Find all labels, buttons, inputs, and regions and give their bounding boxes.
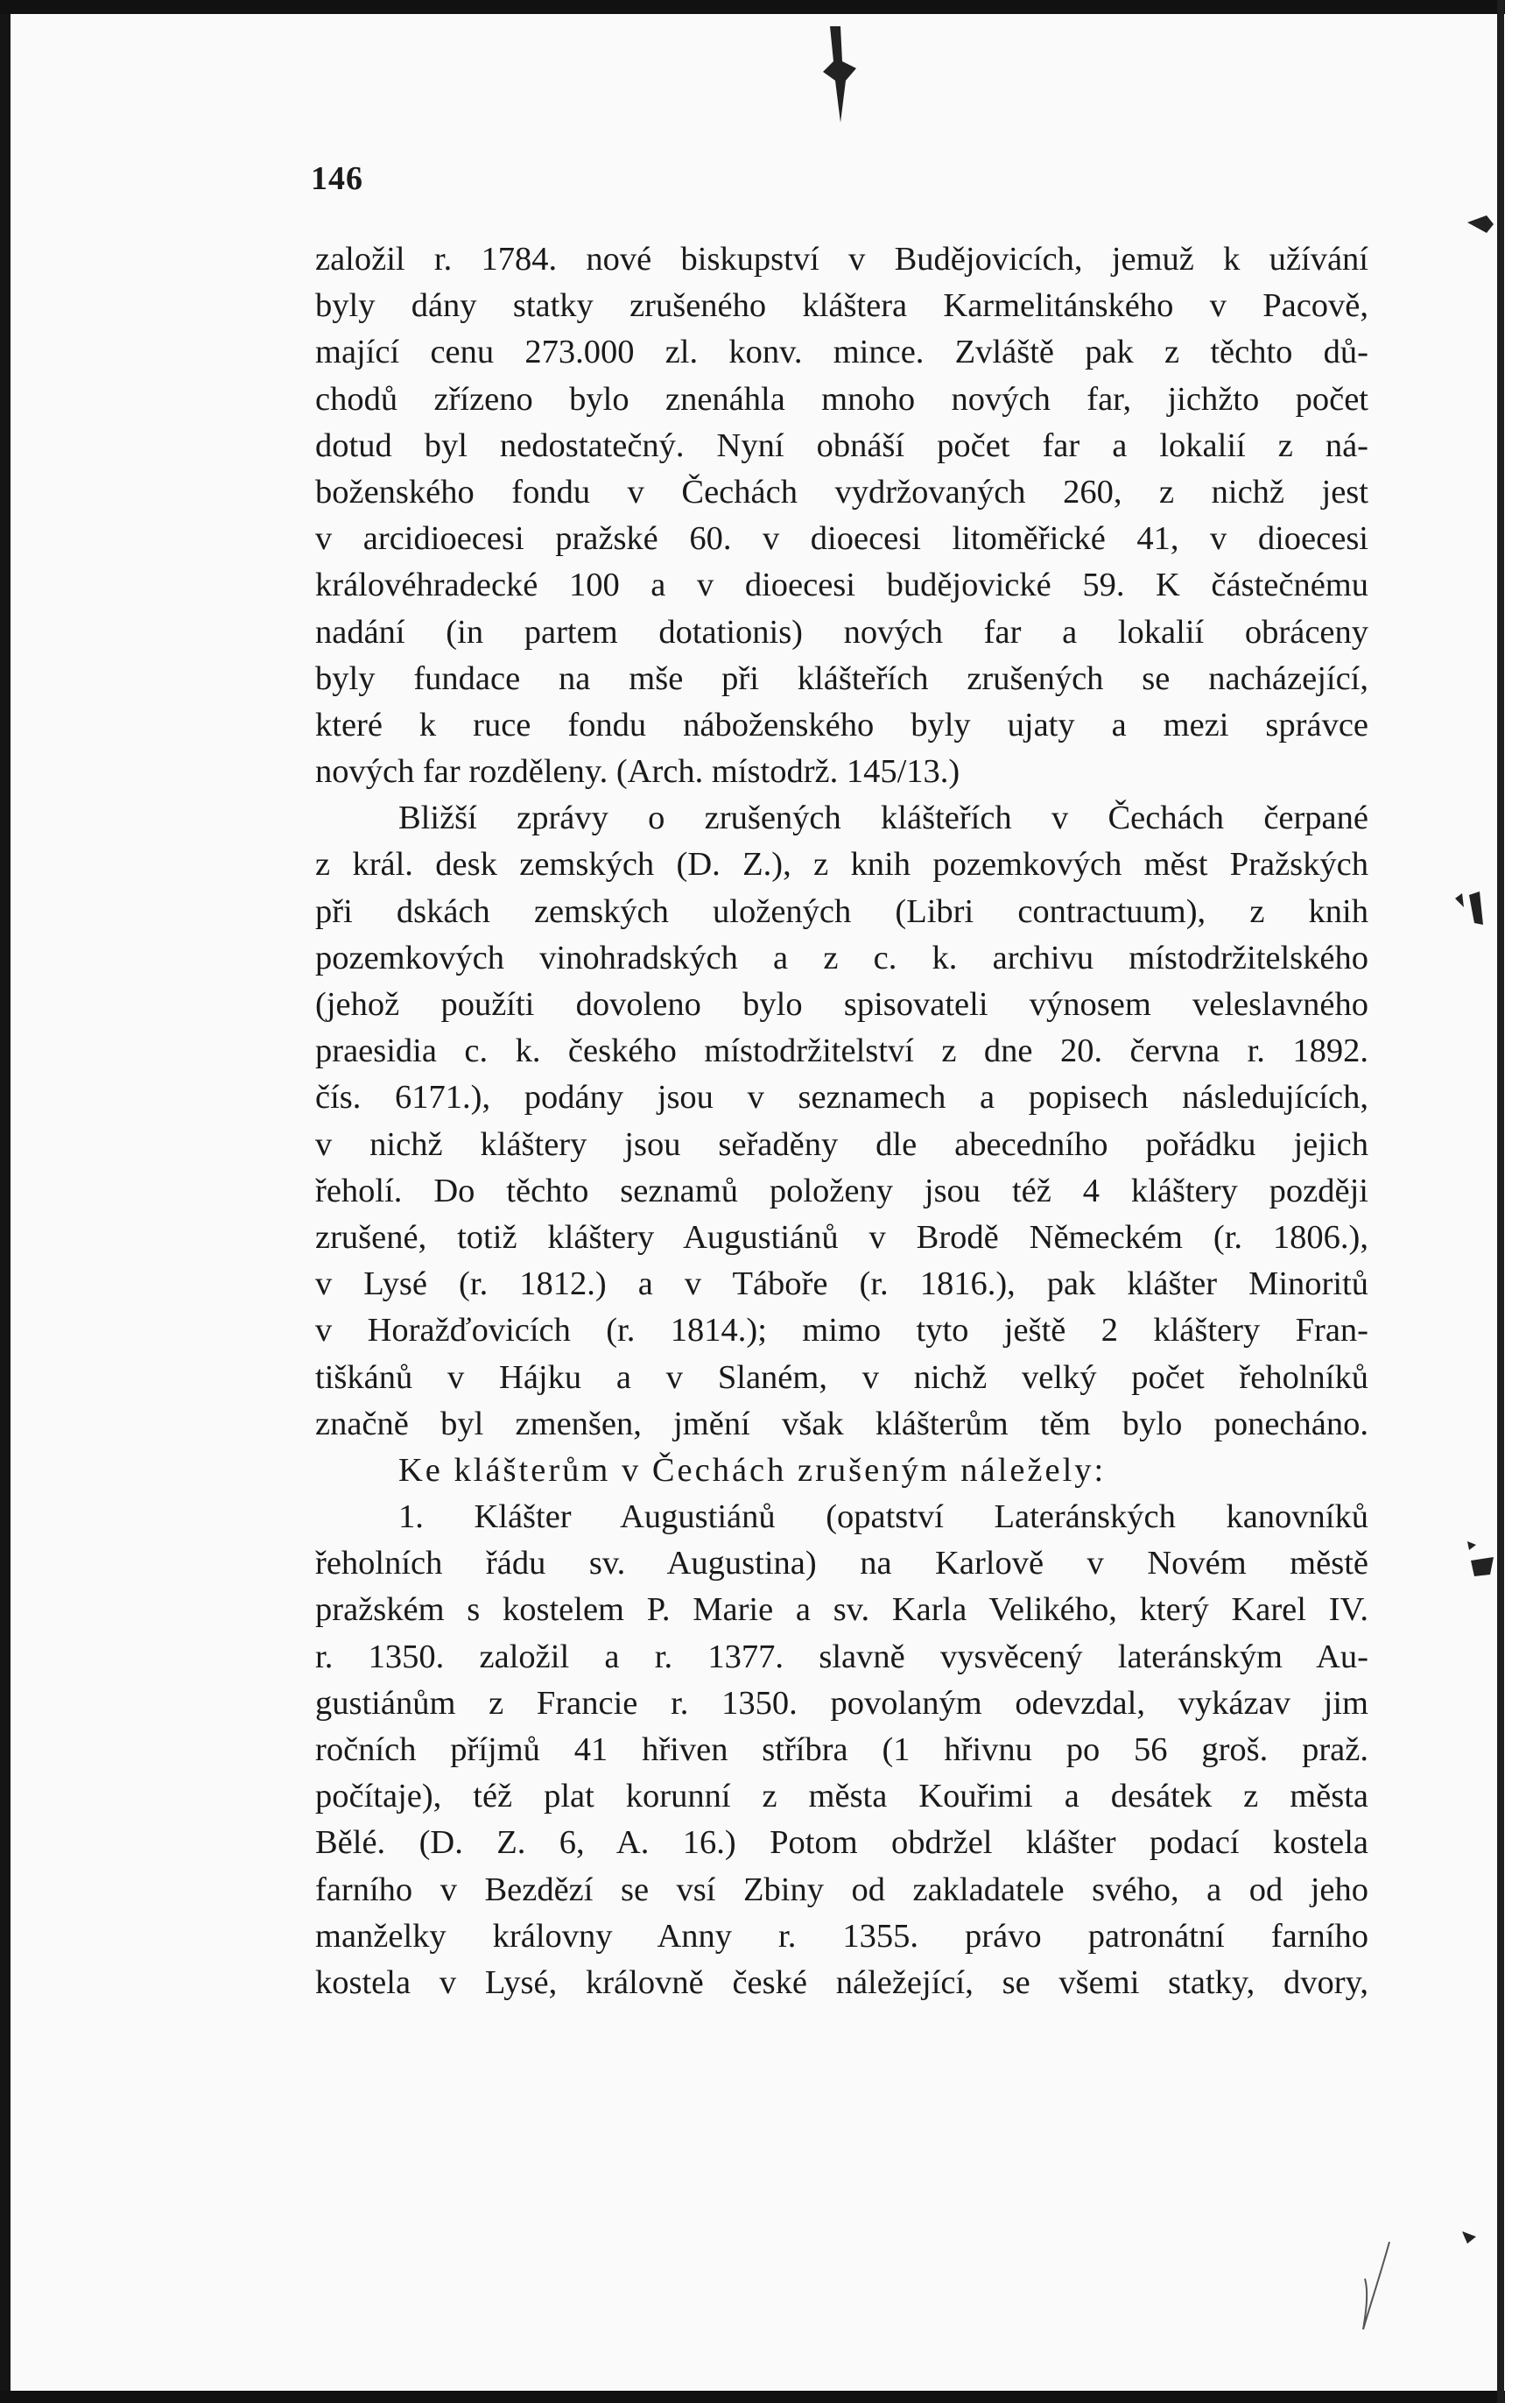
section-heading: Ke klášterům v Čechách zrušeným náležely: [398, 1451, 1107, 1489]
text-line: gustiánům z Francie r. 1350. povolaným odevzdal, vykázav jim [315, 1684, 1368, 1722]
text-line: tiškánů v Hájku a v Slaném, v nichž velký počet řeholníků [315, 1358, 1368, 1396]
margin-mark-icon [1453, 881, 1497, 934]
text-line: manželky královny Anny r. 1355. právo patronátní farního [315, 1917, 1368, 1955]
text-line: zrušené, totiž kláštery Augustiánů v Brodě Německém (r. 1806.), [315, 1218, 1368, 1256]
text-line: Bližší zprávy o zrušených klášteřích v Čechách čerpané [398, 800, 1368, 837]
text-line: které k ruce fondu náboženského byly ujaty a mezi správce [315, 706, 1368, 743]
text-line: kostela v Lysé, královně české náležející, se všemi statky, dvory, [315, 1963, 1368, 2001]
binding-mark-icon [814, 26, 867, 131]
text-line: značně byl zmenšen, jmění však klášterům těm bylo ponecháno. [315, 1405, 1368, 1442]
text-line: při dskách zemských uložených (Libri contractuum), z knih [315, 892, 1368, 930]
text-line: boženského fondu v Čechách vydržovaných 260, z nichž jest [315, 473, 1368, 511]
text-line: chodů zřízeno bylo znenáhla mnoho nových far, jichžto počet [315, 380, 1368, 418]
text-line: ročních příjmů 41 hřiven stříbra (1 hřivnu po 56 groš. praž. [315, 1731, 1368, 1768]
text-line: byly dány statky zrušeného kláštera Karmelitánského v Pacově, [315, 287, 1368, 325]
text-line: v arcidioecesi pražské 60. v dioecesi litoměřické 41, v dioecesi [315, 520, 1368, 558]
text-line: čís. 6171.), podány jsou v seznamech a popisech následujících, [315, 1079, 1368, 1117]
scan-border-bottom [0, 2391, 1540, 2403]
text-line: založil r. 1784. nové biskupství v Budějovicích, jemuž k užívání [315, 241, 1368, 278]
text-line: (jehož použíti dovoleno bylo spisovateli výnosem veleslavného [315, 986, 1368, 1023]
margin-mark-icon [1459, 2221, 1494, 2256]
scan-border-right [1505, 0, 1540, 2403]
text-line: praesidia c. k. českého místodržitelství z dne 20. června r. 1892. [315, 1032, 1368, 1070]
body-text [315, 236, 1368, 2006]
text-line: královéhradecké 100 a v dioecesi budějovické 59. K částečnému [315, 567, 1368, 604]
text-line: v Horažďovicích (r. 1814.); mimo tyto ještě 2 kláštery Fran- [315, 1312, 1368, 1349]
pencil-mark-icon [1354, 2238, 1398, 2335]
text-line: Bělé. (D. Z. 6, A. 16.) Potom obdržel klášter podací kostela [315, 1824, 1368, 1862]
margin-mark-icon [1464, 1534, 1497, 1587]
margin-mark-icon [1464, 207, 1497, 242]
scan-border-top [0, 0, 1540, 14]
text-line: v nichž kláštery jsou seřaděny dle abecedního pořádku jejich [315, 1125, 1368, 1163]
text-line: řeholí. Do těchto seznamů položeny jsou též 4 kláštery později [315, 1172, 1368, 1209]
text-line: mající cenu 273.000 zl. konv. mince. Zvláště pak z těchto dů- [315, 334, 1368, 371]
text-line: z král. desk zemských (D. Z.), z knih pozemkových měst Pražských [315, 846, 1368, 884]
text-line: dotud byl nedostatečný. Nyní obnáší počet far a lokalií z ná- [315, 426, 1368, 464]
scan-edge-line [1497, 0, 1504, 2403]
text-line: nadání (in partem dotationis) nových far a lokalií obráceny [315, 613, 1368, 651]
page-number: 146 [311, 160, 363, 197]
text-line: pozemkových vinohradských a z c. k. archivu místodržitelského [315, 939, 1368, 976]
text-line: byly fundace na mše při klášteřích zrušených se nacházející, [315, 659, 1368, 697]
text-line: v Lysé (r. 1812.) a v Táboře (r. 1816.), pak klášter Minoritů [315, 1265, 1368, 1303]
text-line: nových far rozděleny. (Arch. místodrž. 145/13.) [315, 753, 960, 791]
scan-border-left [0, 0, 11, 2403]
text-line: r. 1350. založil a r. 1377. slavně vysvěcený lateránským Au- [315, 1638, 1368, 1675]
text-line: 1. Klášter Augustiánů (opatství Lateránských kanovníků [398, 1498, 1368, 1536]
text-line: farního v Bezdězí se vsí Zbiny od zakladatele svého, a od jeho [315, 1871, 1368, 1908]
text-line: řeholních řádu sv. Augustina) na Karlově v Novém městě [315, 1545, 1368, 1582]
text-line: počítaje), též plat korunní z města Kouřimi a desátek z města [315, 1778, 1368, 1815]
text-line: pražském s kostelem P. Marie a sv. Karla Velikého, který Karel IV. [315, 1591, 1368, 1629]
